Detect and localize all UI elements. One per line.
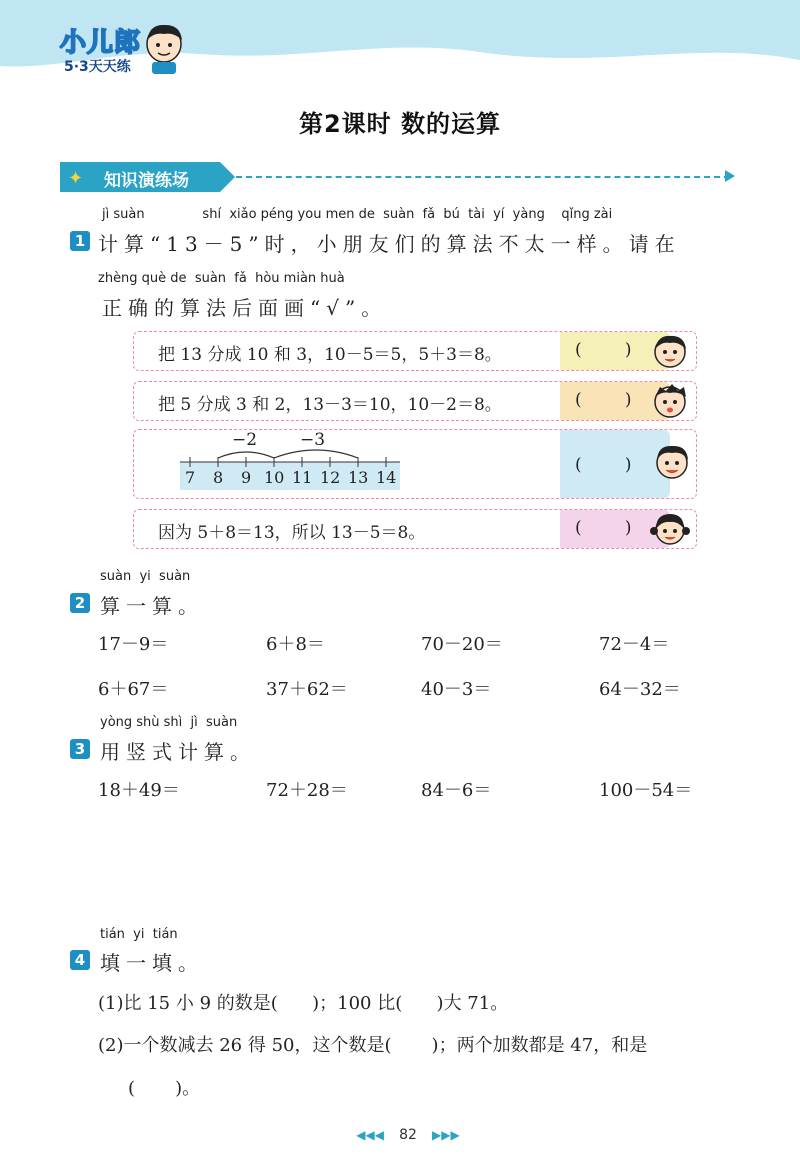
- logo-subtitle: 5·3天天练: [64, 59, 131, 75]
- tick-label: 7: [185, 468, 196, 487]
- q4-number-badge: 4: [70, 950, 90, 970]
- q2-item: 6＋67＝: [98, 679, 169, 700]
- number-line: [175, 430, 405, 494]
- tick-label: 12: [320, 468, 341, 487]
- page-title: 第2课时 数的运算: [298, 110, 502, 138]
- q2-item: 70－20＝: [421, 634, 503, 655]
- q2-item: 37＋62＝: [266, 679, 348, 700]
- q1-pinyin-line1: jì suàn shí xiǎo péng you men de suàn fǎ bú tài yí yàng qǐng zài: [102, 207, 613, 222]
- q4-title: 填一填。: [100, 951, 204, 975]
- q2-item: 72－4＝: [599, 634, 670, 655]
- jump-arc-2: [274, 450, 358, 458]
- mascot-icon: [140, 20, 188, 76]
- q3-item: 18＋49＝: [98, 780, 180, 801]
- option-text-4: 因为 5＋8＝13，所以 13－5＝8。: [158, 523, 426, 543]
- q1-text-line1: 计算“13－5”时，小朋友们的算法不太一样。请在: [98, 232, 681, 256]
- section-banner-title: 知识演练场: [104, 171, 189, 191]
- q2-item: 17－9＝: [98, 634, 169, 655]
- q2-title: 算一算。: [100, 594, 204, 618]
- q3-pinyin: yòng shù shì jì suàn: [100, 715, 238, 730]
- arrow-right-icon: [725, 170, 735, 182]
- q3-item: 100－54＝: [599, 780, 693, 801]
- q4-pinyin: tián yi tián: [100, 927, 178, 942]
- q1-text-line2: 正确的算法后面画“√”。: [102, 296, 388, 320]
- page-number: 82: [399, 1127, 417, 1143]
- page-footer: [338, 1124, 478, 1143]
- answer-paren-3[interactable]: ( ): [575, 455, 632, 475]
- tick-label: 10: [264, 468, 285, 487]
- jump-label-2: −3: [300, 430, 326, 450]
- q2-number-badge: 2: [70, 593, 90, 613]
- svg-text:✦: ✦: [68, 168, 84, 189]
- q2-item: 64－32＝: [599, 679, 681, 700]
- next-arrows-icon: ▶▶▶: [432, 1128, 460, 1142]
- logo-title: 小儿郎: [60, 28, 142, 58]
- option-text-2: 把 5 分成 3 和 2，13－3＝10，10－2＝8。: [158, 395, 502, 415]
- q2-item: 6＋8＝: [266, 634, 325, 655]
- option-text-1: 把 13 分成 10 和 3，10－5＝5，5＋3＝8。: [158, 345, 502, 365]
- q2-item: 40－3＝: [421, 679, 492, 700]
- q3-title: 用竖式计算。: [100, 740, 256, 764]
- tick-label: 13: [348, 468, 369, 487]
- q4-line2: (2)一个数减去 26 得 50，这个数是( )；两个加数都是 47，和是: [98, 1035, 648, 1056]
- banner-dashed-line: [236, 176, 730, 180]
- answer-paren-1[interactable]: ( ): [575, 340, 632, 360]
- answer-paren-2[interactable]: ( ): [575, 390, 632, 410]
- q1-number-badge: 1: [70, 231, 90, 251]
- tick-label: 9: [241, 468, 252, 487]
- jump-label-1: −2: [232, 430, 258, 450]
- q4-line3: ( )。: [128, 1078, 201, 1099]
- q3-item: 84－6＝: [421, 780, 492, 801]
- q3-number-badge: 3: [70, 739, 90, 759]
- q1-pinyin-line2: zhèng què de suàn fǎ hòu miàn huà: [98, 271, 345, 286]
- tick-label: 8: [213, 468, 224, 487]
- prev-arrows-icon: ◀◀◀: [356, 1128, 384, 1142]
- q3-item: 72＋28＝: [266, 780, 348, 801]
- tick-label: 11: [292, 468, 313, 487]
- boy-face-icon: [652, 442, 692, 482]
- boy-face-icon: [650, 331, 690, 371]
- answer-paren-4[interactable]: ( ): [575, 518, 632, 538]
- q2-pinyin: suàn yi suàn: [100, 569, 191, 584]
- tick-label: 14: [376, 468, 397, 487]
- boy-face-icon: [650, 381, 690, 421]
- girl-face-icon: [650, 509, 690, 549]
- q4-line1: (1)比 15 小 9 的数是( )；100 比( )大 71。: [98, 993, 509, 1014]
